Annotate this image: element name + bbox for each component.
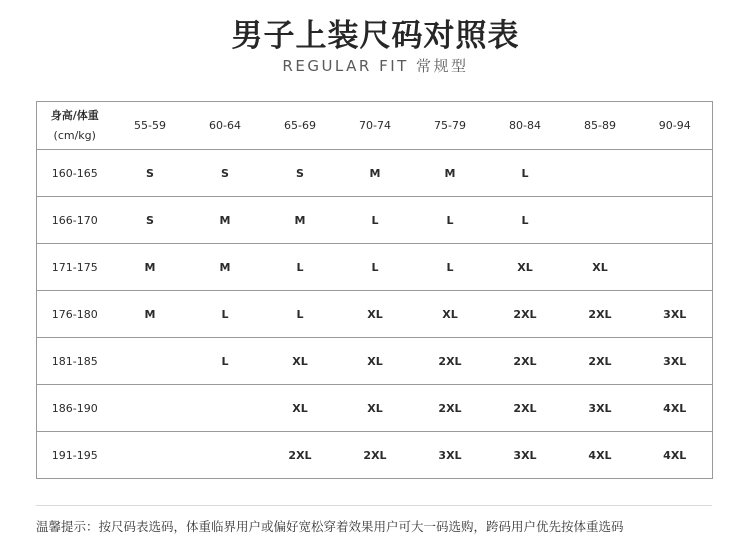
size-cell: S <box>263 150 338 197</box>
size-cell: 2XL <box>488 338 563 385</box>
size-cell: 3XL <box>413 432 488 479</box>
size-cell: L <box>338 197 413 244</box>
row-header-height: 166-170 <box>37 197 113 244</box>
size-cell: 2XL <box>563 291 638 338</box>
row-header-height: 191-195 <box>37 432 113 479</box>
size-cell: L <box>188 291 263 338</box>
table-row <box>37 338 713 385</box>
size-cell: S <box>113 197 188 244</box>
size-cell: 2XL <box>263 432 338 479</box>
size-cell: L <box>413 244 488 291</box>
size-cell: 3XL <box>638 338 713 385</box>
column-header-weight: 60-64 <box>188 102 263 150</box>
size-cell: L <box>488 197 563 244</box>
size-cell <box>638 150 713 197</box>
size-cell: XL <box>338 338 413 385</box>
size-cell: 2XL <box>563 338 638 385</box>
size-cell: 2XL <box>488 385 563 432</box>
row-header-height: 186-190 <box>37 385 113 432</box>
table-row <box>37 291 713 338</box>
size-cell: 4XL <box>638 385 713 432</box>
corner-label-height-weight: 身高/体重 <box>50 108 99 122</box>
size-cell: M <box>113 291 188 338</box>
size-cell <box>113 432 188 479</box>
table-row <box>37 150 713 197</box>
table-corner-header <box>37 102 113 150</box>
size-cell <box>188 385 263 432</box>
size-cell <box>563 197 638 244</box>
table-row <box>37 432 713 479</box>
size-cell: 3XL <box>488 432 563 479</box>
size-cell: XL <box>563 244 638 291</box>
size-cell <box>563 150 638 197</box>
corner-label-units: (cm/kg) <box>53 128 96 142</box>
size-cell: M <box>188 197 263 244</box>
size-cell: L <box>188 338 263 385</box>
size-cell: L <box>338 244 413 291</box>
size-cell: S <box>188 150 263 197</box>
size-cell: L <box>488 150 563 197</box>
note-divider <box>36 505 712 506</box>
size-cell: 3XL <box>563 385 638 432</box>
size-cell: L <box>263 291 338 338</box>
column-header-weight: 65-69 <box>263 102 338 150</box>
size-cell: M <box>113 244 188 291</box>
size-cell <box>113 385 188 432</box>
size-cell: M <box>263 197 338 244</box>
column-header-weight: 70-74 <box>338 102 413 150</box>
size-cell: 4XL <box>563 432 638 479</box>
size-chart-table <box>36 101 713 479</box>
size-cell: L <box>263 244 338 291</box>
row-header-height: 171-175 <box>37 244 113 291</box>
column-header-weight: 55-59 <box>113 102 188 150</box>
size-cell: S <box>113 150 188 197</box>
column-header-weight: 90-94 <box>638 102 713 150</box>
size-cell: 2XL <box>413 385 488 432</box>
size-cell: XL <box>413 291 488 338</box>
size-cell: 2XL <box>413 338 488 385</box>
size-cell: M <box>338 150 413 197</box>
row-header-height: 160-165 <box>37 150 113 197</box>
row-header-height: 176-180 <box>37 291 113 338</box>
size-cell: XL <box>263 338 338 385</box>
page-title: 男子上装尺码对照表 <box>231 18 520 54</box>
column-header-weight: 85-89 <box>563 102 638 150</box>
size-cell: L <box>413 197 488 244</box>
size-cell <box>188 432 263 479</box>
size-cell: 2XL <box>338 432 413 479</box>
size-cell: XL <box>338 291 413 338</box>
size-cell <box>638 244 713 291</box>
size-cell: XL <box>488 244 563 291</box>
table-header-row <box>37 102 713 150</box>
size-tip-note: 温馨提示：按尺码表选码，体重临界用户或偏好宽松穿着效果用户可大一码选购，跨码用户优先按体重选码 <box>36 519 624 534</box>
size-cell: M <box>413 150 488 197</box>
row-header-height: 181-185 <box>37 338 113 385</box>
size-cell: 4XL <box>638 432 713 479</box>
size-cell: XL <box>263 385 338 432</box>
size-cell: XL <box>338 385 413 432</box>
page-subtitle: REGULAR FIT 常规型 <box>282 57 469 75</box>
table-row <box>37 244 713 291</box>
column-header-weight: 75-79 <box>413 102 488 150</box>
size-cell <box>638 197 713 244</box>
size-cell <box>113 338 188 385</box>
size-cell: 2XL <box>488 291 563 338</box>
table-row <box>37 385 713 432</box>
size-cell: 3XL <box>638 291 713 338</box>
table-row <box>37 197 713 244</box>
column-header-weight: 80-84 <box>488 102 563 150</box>
size-cell: M <box>188 244 263 291</box>
